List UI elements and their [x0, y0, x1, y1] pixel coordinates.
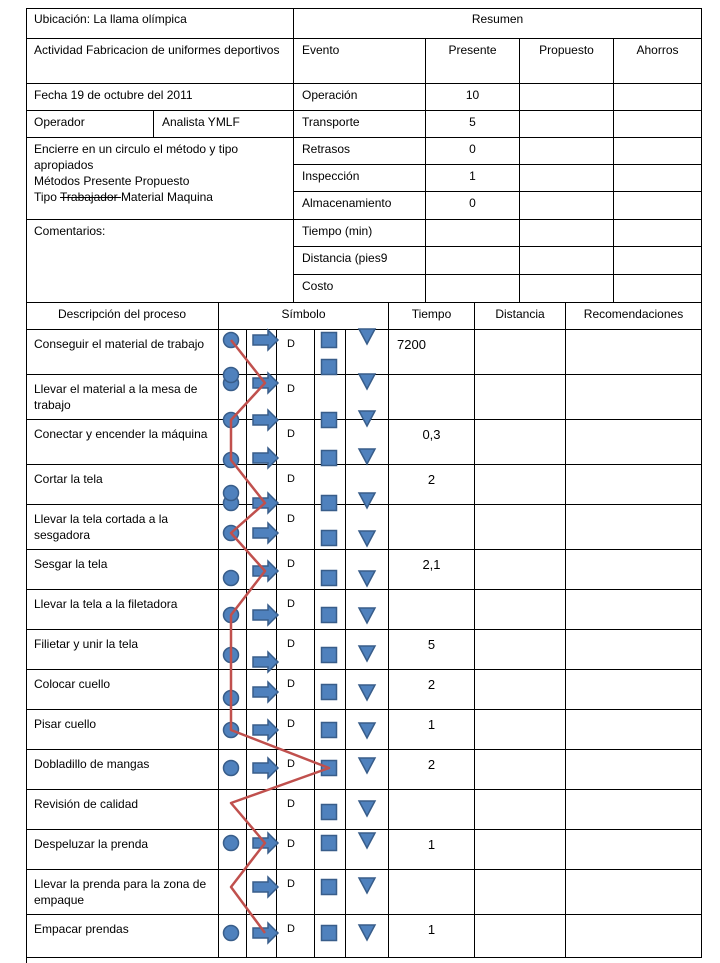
- symbol-subcell: [277, 375, 315, 420]
- operador-label: Operador: [34, 115, 85, 129]
- tipo-rest: Material Maquina: [120, 190, 213, 204]
- fecha-cell: [26, 84, 294, 111]
- process-row-distancia: [475, 420, 566, 465]
- symbol-subcell: [346, 870, 389, 915]
- summary-presente-cell: [426, 275, 520, 303]
- ahorros-header: [614, 39, 702, 84]
- symbol-subcell: [247, 465, 277, 505]
- summary-propuesto-cell: [520, 247, 614, 275]
- summary-presente-cell: [426, 247, 520, 275]
- symbol-subcell: [315, 750, 346, 790]
- process-description-text: Llevar el material a la mesa de trabajo: [34, 382, 198, 412]
- process-row-distancia: [475, 330, 566, 375]
- symbol-subcell: [277, 915, 315, 958]
- symbol-subcell: [315, 505, 346, 550]
- symbol-subcell: [247, 375, 277, 420]
- symbol-subcell: [346, 505, 389, 550]
- symbol-subcell: [277, 590, 315, 630]
- delay-symbol: D: [287, 338, 295, 350]
- tipo-struck: Trabajador: [60, 190, 121, 204]
- process-row-distancia: [475, 465, 566, 505]
- symbol-subcell: [219, 420, 247, 465]
- symbol-subcell: [346, 420, 389, 465]
- process-row-description: [26, 375, 219, 420]
- symbol-subcell: [346, 330, 389, 375]
- delay-symbol: D: [287, 598, 295, 610]
- summary-presente-cell: [426, 84, 520, 111]
- simbolo-label: Símbolo: [281, 307, 326, 321]
- metodos-line: Métodos Presente Propuesto: [34, 174, 190, 188]
- process-row-recomendaciones: [566, 870, 702, 915]
- symbol-subcell: [277, 330, 315, 375]
- symbol-subcell: [346, 550, 389, 590]
- symbol-subcell: [277, 420, 315, 465]
- presente-label: Presente: [448, 43, 497, 57]
- summary-evento-cell: [294, 165, 426, 192]
- summary-presente-cell: [426, 111, 520, 138]
- evento-label: Evento: [302, 43, 340, 57]
- process-row-tiempo: [389, 830, 475, 870]
- process-row-distancia: [475, 590, 566, 630]
- tiempo-header: [389, 303, 475, 330]
- process-description-text: Conectar y encender la máquina: [34, 427, 208, 441]
- symbol-subcell: [346, 465, 389, 505]
- summary-propuesto-cell: [520, 165, 614, 192]
- symbol-subcell: [219, 465, 247, 505]
- encierre-instruction: Encierre en un circulo el método y tipo apropiados: [34, 142, 239, 172]
- symbol-subcell: [277, 830, 315, 870]
- summary-evento-value: Almacenamiento: [302, 196, 392, 210]
- symbol-subcell: [277, 630, 315, 670]
- descripcion-label: Descripción del proceso: [57, 307, 187, 321]
- process-row-recomendaciones: [566, 830, 702, 870]
- summary-presente-cell: [426, 138, 520, 165]
- delay-symbol: D: [287, 923, 295, 935]
- process-row-recomendaciones: [566, 420, 702, 465]
- operador-value-cell: [154, 111, 294, 138]
- symbol-subcell: [219, 550, 247, 590]
- propuesto-label: Propuesto: [539, 43, 594, 57]
- summary-presente-value: 1: [469, 169, 476, 183]
- process-row-description: [26, 630, 219, 670]
- process-description-text: Conseguir el material de trabajo: [34, 337, 205, 351]
- summary-evento-cell: [294, 84, 426, 111]
- process-row-recomendaciones: [566, 375, 702, 420]
- symbol-subcell: [219, 710, 247, 750]
- summary-evento-cell: [294, 220, 426, 247]
- fecha-text: Fecha 19 de octubre del 2011: [34, 88, 193, 102]
- process-row-distancia: [475, 505, 566, 550]
- process-row-recomendaciones: [566, 790, 702, 830]
- distancia-header: [475, 303, 566, 330]
- simbolo-header: [219, 303, 389, 330]
- propuesto-header: [520, 39, 614, 84]
- process-row-distancia: [475, 375, 566, 420]
- symbol-subcell: [277, 790, 315, 830]
- summary-propuesto-cell: [520, 192, 614, 220]
- symbol-subcell: [277, 710, 315, 750]
- symbol-subcell: [315, 830, 346, 870]
- process-row-description: [26, 465, 219, 505]
- process-row-description: [26, 550, 219, 590]
- summary-evento-value: Inspección: [302, 169, 360, 183]
- summary-presente-value: 0: [469, 196, 476, 210]
- process-row-tiempo: [389, 870, 475, 915]
- summary-ahorros-cell: [614, 192, 702, 220]
- process-row-tiempo: [389, 710, 475, 750]
- summary-evento-cell: [294, 275, 426, 303]
- process-row-description: [26, 790, 219, 830]
- tiempo-value: 7200: [397, 337, 426, 352]
- process-row-description: [26, 590, 219, 630]
- delay-symbol: D: [287, 878, 295, 890]
- process-description-text: Empacar prendas: [34, 922, 129, 936]
- summary-evento-value: Operación: [302, 88, 358, 102]
- summary-ahorros-cell: [614, 138, 702, 165]
- evento-header: [294, 39, 426, 84]
- symbol-subcell: [247, 750, 277, 790]
- tiempo-value: 2: [427, 472, 436, 487]
- symbol-subcell: [219, 330, 247, 375]
- summary-presente-value: 10: [465, 88, 480, 102]
- symbol-subcell: [247, 630, 277, 670]
- summary-presente-value: 5: [469, 115, 476, 129]
- delay-symbol: D: [287, 383, 295, 395]
- symbol-subcell: [346, 915, 389, 958]
- symbol-subcell: [346, 790, 389, 830]
- process-description-text: Revisión de calidad: [34, 797, 139, 811]
- symbol-subcell: [277, 750, 315, 790]
- summary-evento-value: Transporte: [302, 115, 360, 129]
- tiempo-value: 1: [427, 922, 436, 937]
- symbol-subcell: [315, 630, 346, 670]
- delay-symbol: D: [287, 558, 295, 570]
- comentarios-label: Comentarios:: [34, 224, 106, 238]
- summary-propuesto-cell: [520, 84, 614, 111]
- symbol-subcell: [277, 465, 315, 505]
- symbol-subcell: [277, 550, 315, 590]
- symbol-subcell: [247, 420, 277, 465]
- symbol-subcell: [219, 505, 247, 550]
- symbol-subcell: [315, 870, 346, 915]
- process-row-tiempo: [389, 750, 475, 790]
- process-row-tiempo: [389, 630, 475, 670]
- symbol-subcell: [219, 915, 247, 958]
- tipo-line: [34, 189, 285, 205]
- delay-symbol: D: [287, 798, 295, 810]
- process-description-text: Filietar y unir la tela: [34, 637, 139, 651]
- operador-label-cell: [26, 111, 154, 138]
- symbol-subcell: [346, 630, 389, 670]
- process-row-recomendaciones: [566, 670, 702, 710]
- symbol-subcell: [315, 790, 346, 830]
- process-row-description: [26, 915, 219, 958]
- delay-symbol: D: [287, 758, 295, 770]
- process-row-description: [26, 750, 219, 790]
- process-row-distancia: [475, 830, 566, 870]
- process-row-recomendaciones: [566, 915, 702, 958]
- process-row-recomendaciones: [566, 505, 702, 550]
- process-row-tiempo: [389, 670, 475, 710]
- delay-symbol: D: [287, 638, 295, 650]
- symbol-subcell: [247, 710, 277, 750]
- summary-evento-cell: [294, 192, 426, 220]
- delay-symbol: D: [287, 838, 295, 850]
- ahorros-label: Ahorros: [636, 43, 679, 57]
- process-row-recomendaciones: [566, 550, 702, 590]
- summary-evento-value: Retrasos: [302, 142, 351, 156]
- process-row-recomendaciones: [566, 710, 702, 750]
- symbol-subcell: [277, 870, 315, 915]
- process-row-recomendaciones: [566, 465, 702, 505]
- process-row-description: [26, 870, 219, 915]
- process-description-text: Despeluzar la prenda: [34, 837, 149, 851]
- symbol-subcell: [219, 830, 247, 870]
- symbol-subcell: [247, 870, 277, 915]
- recomendaciones-label: Recomendaciones: [583, 307, 684, 321]
- summary-propuesto-cell: [520, 111, 614, 138]
- process-description-text: Sesgar la tela: [34, 557, 108, 571]
- delay-symbol: D: [287, 718, 295, 730]
- symbol-subcell: [315, 420, 346, 465]
- process-row-tiempo: [389, 465, 475, 505]
- tiempo-value: 2: [427, 677, 436, 692]
- process-description-text: Llevar la tela cortada a la sesgadora: [34, 512, 169, 542]
- process-description-text: Dobladillo de mangas: [34, 757, 150, 771]
- ubicacion-cell: [26, 8, 294, 39]
- process-row-distancia: [475, 710, 566, 750]
- symbol-subcell: [346, 590, 389, 630]
- process-row-distancia: [475, 870, 566, 915]
- process-row-tiempo: [389, 915, 475, 958]
- symbol-subcell: [247, 915, 277, 958]
- summary-evento-cell: [294, 138, 426, 165]
- summary-ahorros-cell: [614, 220, 702, 247]
- process-row-description: [26, 830, 219, 870]
- process-row-tiempo: [389, 330, 475, 375]
- process-row-recomendaciones: [566, 330, 702, 375]
- process-row-tiempo: [389, 590, 475, 630]
- summary-presente-cell: [426, 192, 520, 220]
- process-row-distancia: [475, 670, 566, 710]
- summary-evento-cell: [294, 247, 426, 275]
- process-row-description: [26, 330, 219, 375]
- symbol-subcell: [277, 670, 315, 710]
- metodo-tipo-cell: [26, 138, 294, 220]
- summary-presente-value: 0: [469, 142, 476, 156]
- process-row-description: [26, 710, 219, 750]
- process-row-recomendaciones: [566, 590, 702, 630]
- tiempo-value: 1: [427, 717, 436, 732]
- process-row-description: [26, 505, 219, 550]
- process-row-distancia: [475, 790, 566, 830]
- delay-symbol: D: [287, 678, 295, 690]
- process-row-tiempo: [389, 420, 475, 465]
- symbol-subcell: [277, 505, 315, 550]
- process-row-description: [26, 670, 219, 710]
- delay-symbol: D: [287, 513, 295, 525]
- symbol-subcell: [247, 790, 277, 830]
- symbol-subcell: [219, 630, 247, 670]
- symbol-subcell: [346, 375, 389, 420]
- actividad-text: Actividad Fabricacion de uniformes deportivos: [34, 43, 280, 57]
- comentarios-cell: [26, 220, 294, 303]
- tiempo-value: 1: [427, 837, 436, 852]
- process-row-recomendaciones: [566, 750, 702, 790]
- resumen-cell: [294, 8, 702, 39]
- summary-evento-cell: [294, 111, 426, 138]
- delay-symbol: D: [287, 428, 295, 440]
- symbol-subcell: [346, 670, 389, 710]
- process-row-tiempo: [389, 790, 475, 830]
- tiempo-value: 0,3: [422, 427, 441, 442]
- summary-propuesto-cell: [520, 275, 614, 303]
- summary-ahorros-cell: [614, 84, 702, 111]
- process-row-distancia: [475, 750, 566, 790]
- summary-presente-cell: [426, 165, 520, 192]
- process-description-text: Llevar la tela a la filetadora: [34, 597, 178, 611]
- summary-ahorros-cell: [614, 247, 702, 275]
- symbol-subcell: [219, 870, 247, 915]
- symbol-subcell: [247, 670, 277, 710]
- summary-evento-value: Costo: [302, 279, 334, 293]
- symbol-subcell: [219, 670, 247, 710]
- symbol-subcell: [219, 590, 247, 630]
- process-row-distancia: [475, 550, 566, 590]
- symbol-subcell: [219, 750, 247, 790]
- tiempo-value: 2,1: [422, 557, 441, 572]
- summary-presente-cell: [426, 220, 520, 247]
- symbol-subcell: [346, 750, 389, 790]
- process-row-distancia: [475, 630, 566, 670]
- summary-ahorros-cell: [614, 111, 702, 138]
- symbol-subcell: [315, 465, 346, 505]
- symbol-subcell: [315, 915, 346, 958]
- symbol-subcell: [346, 710, 389, 750]
- operador-value: Analista YMLF: [162, 115, 240, 129]
- process-row-tiempo: [389, 550, 475, 590]
- symbol-subcell: [315, 590, 346, 630]
- summary-ahorros-cell: [614, 165, 702, 192]
- process-row-tiempo: [389, 375, 475, 420]
- ubicacion-text: Ubicación: La llama olímpica: [34, 12, 187, 26]
- symbol-subcell: [315, 710, 346, 750]
- actividad-cell: [26, 39, 294, 84]
- presente-header: [426, 39, 520, 84]
- symbol-subcell: [346, 830, 389, 870]
- tiempo-value: 5: [427, 637, 436, 652]
- resumen-title: Resumen: [471, 12, 524, 26]
- tiempo-label: Tiempo: [411, 307, 452, 321]
- symbol-subcell: [247, 505, 277, 550]
- summary-propuesto-cell: [520, 138, 614, 165]
- summary-ahorros-cell: [614, 275, 702, 303]
- process-row-description: [26, 420, 219, 465]
- process-row-recomendaciones: [566, 630, 702, 670]
- symbol-subcell: [315, 375, 346, 420]
- process-description-text: Llevar la prenda para la zona de empaque: [34, 877, 207, 907]
- recomendaciones-header: [566, 303, 702, 330]
- symbol-subcell: [219, 375, 247, 420]
- delay-symbol: D: [287, 473, 295, 485]
- symbol-subcell: [247, 590, 277, 630]
- symbol-subcell: [247, 330, 277, 375]
- descripcion-header: [26, 303, 219, 330]
- symbol-subcell: [315, 330, 346, 375]
- distancia-label: Distancia: [495, 307, 545, 321]
- process-description-text: Colocar cuello: [34, 677, 111, 691]
- symbol-subcell: [315, 670, 346, 710]
- process-row-distancia: [475, 915, 566, 958]
- process-row-tiempo: [389, 505, 475, 550]
- symbol-subcell: [247, 830, 277, 870]
- symbol-subcell: [247, 550, 277, 590]
- tipo-prefix: Tipo: [34, 190, 61, 204]
- process-description-text: Cortar la tela: [34, 472, 103, 486]
- process-description-text: Pisar cuello: [34, 717, 97, 731]
- symbol-subcell: [219, 790, 247, 830]
- summary-evento-value: Distancia (pies9: [302, 251, 388, 265]
- symbol-subcell: [315, 550, 346, 590]
- tiempo-value: 2: [427, 757, 436, 772]
- summary-evento-value: Tiempo (min): [302, 224, 373, 238]
- summary-propuesto-cell: [520, 220, 614, 247]
